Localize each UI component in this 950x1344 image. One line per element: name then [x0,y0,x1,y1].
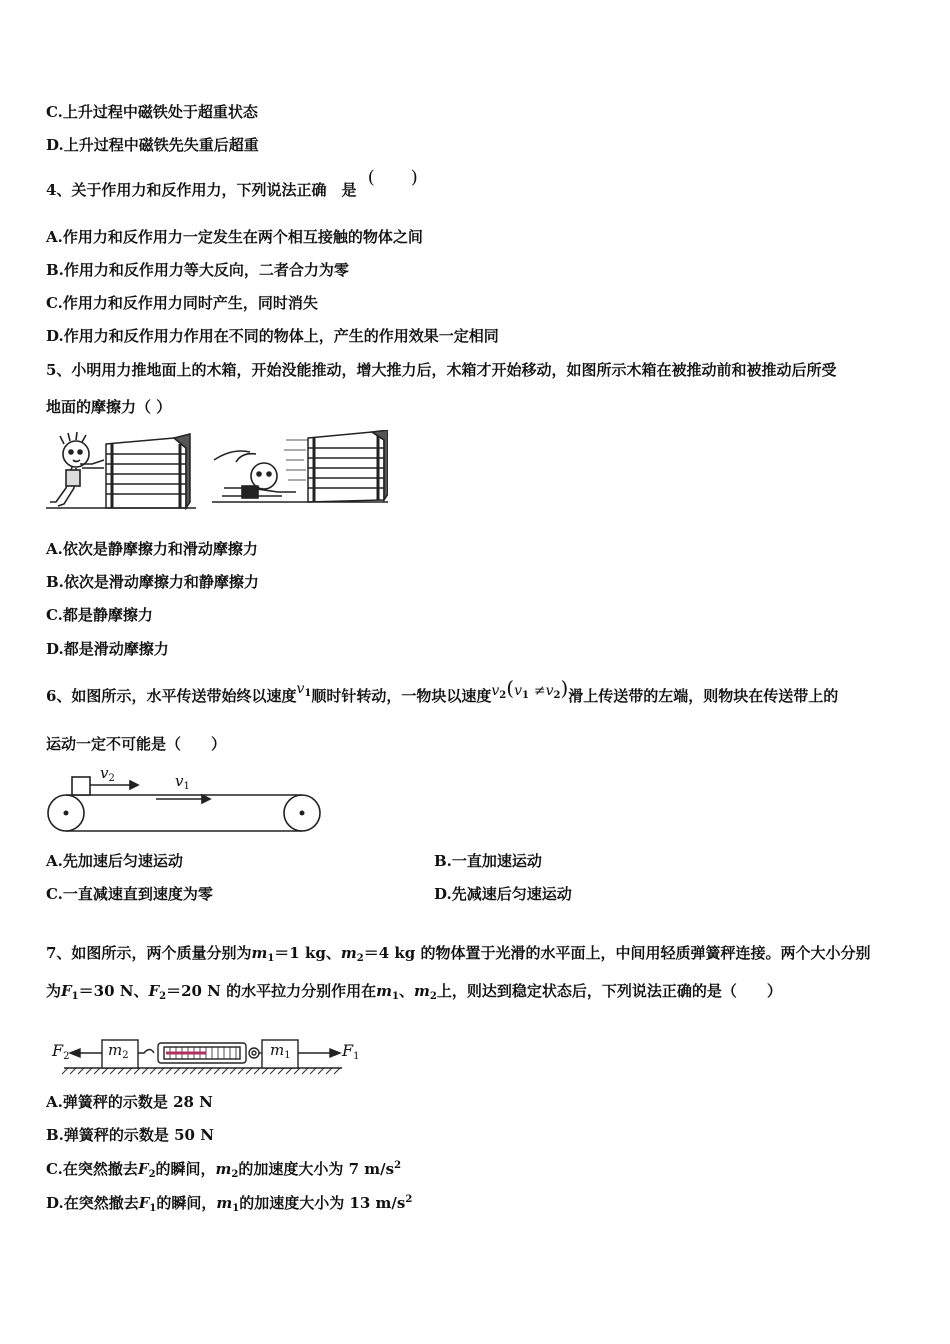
fig-label-m1 [270,1041,291,1059]
q7-m2-sub: 2 [356,953,364,964]
q7-c-f: F [137,1160,149,1178]
q7-c-m: m [215,1160,232,1178]
q7-d-f: F [138,1194,150,1212]
q5-stem-line1: 5、小明用力推地面上的木箱，开始没能推动，增大推力后，木箱才开始移动，如图所示木箱在被推动前和被推动后所受 [46,361,837,379]
q6-cond-v2-sub: 2 [553,690,561,701]
q7-l2-m2: m [413,982,430,1000]
q6-stem-line1: 6、如图所示，水平传送带始终以速度$v_1$顺时针转动，一物块以速度$v_2(v_1 \ne v_2)$滑上传送带的左端，则物块在传送带上的 [46,676,839,705]
q4-option-c: C.作用力和反作用力同时产生，同时消失 [46,294,318,312]
fig-label-v1-sub: 1 [183,781,190,792]
fig-label-f2 [52,1041,69,1060]
q7-m2-eq: ＝4 kg 的物体置于光滑的水平面上，中间用轻质弹簧秤连接。两个大小分别 [363,944,871,962]
q6-cond-v1: v [514,683,522,699]
q4-stem-text: 4、关于作用力和反作用力，下列说法正确 是 [46,181,357,199]
q6-stem-part-b: 顺时针转动，一物块以速度 [311,687,492,705]
q4-option-a: A.作用力和反作用力一定发生在两个相互接触的物体之间 [46,228,423,246]
pushing-box-figure [46,430,388,512]
q7-d-sq: 2 [405,1194,413,1205]
fig-label-m2 [108,1041,129,1059]
spring-scale-figure [46,1036,364,1076]
q6-stem-part-a: 6、如图所示，水平传送带始终以速度 [46,687,297,705]
motion-lines [284,440,308,480]
q6-stem-line2: 运动一定不可能是（ ） [46,735,227,753]
q4-option-b: B.作用力和反作用力等大反向，二者合力为零 [46,261,349,279]
q4-option-d: D.作用力和反作用力作用在不同的物体上，产生的作用效果一定相同 [46,327,499,345]
q5-option-b: B.依次是滑动摩擦力和静摩擦力 [46,573,259,591]
q3-option-d: D.上升过程中磁铁先失重后超重 [46,136,259,154]
fig-label-v2-letter: v [100,764,109,782]
fig-label-f2-letter: F [52,1041,64,1060]
q7-stem-line2 [46,981,782,1001]
q6-var-v2: v [491,683,500,699]
q7-c-sq: 2 [394,1160,402,1171]
q7-option-d [46,1193,412,1213]
boy-sliding-icon [214,451,296,498]
q5-stem-line2: 地面的摩擦力（ ） [46,398,172,416]
q6-option-d: D.先减速后匀速运动 [434,885,572,903]
q7-l1-a: 7、如图所示，两个质量分别为 [46,944,252,962]
q4-stem [46,167,418,200]
boy-pushing-icon [50,432,104,506]
q7-d-m-sub: 1 [232,1203,240,1214]
q6-var-v1: v [296,681,305,697]
q3-option-c: C.上升过程中磁铁处于超重状态 [46,103,258,121]
q7-d-a: D.在突然撤去 [46,1194,139,1212]
q7-l2-a: 为 [46,982,62,1000]
fig-label-v2-sub: 2 [108,773,115,784]
q7-m1-sub: 1 [267,953,275,964]
fig-label-f1-sub: 1 [353,1051,360,1062]
q5-option-a: A.依次是静摩擦力和滑动摩擦力 [46,540,258,558]
q7-c-m-sub: 2 [231,1169,239,1180]
q7-option-a: A.弹簧秤的示数是 28 N [46,1093,213,1111]
q6-cond-v2: v [545,683,554,699]
fig-label-f1-letter: F [342,1041,354,1060]
q7-c-b: 的瞬间， [155,1160,216,1178]
q5-option-d: D.都是滑动摩擦力 [46,640,169,658]
wooden-box-1 [106,434,190,508]
fig-label-m2-letter: m [108,1041,123,1059]
q6-neq: ≠ [533,683,546,699]
q7-d-m: m [216,1194,233,1212]
q5-option-c: C.都是静摩擦力 [46,606,153,624]
hook [138,1050,154,1054]
q7-l2-c: 上，则达到稳定状态后，下列说法正确的是（ ） [436,982,782,1000]
q7-option-c [46,1159,401,1179]
fig-label-f2-sub: 2 [63,1051,70,1062]
fig-label-f1 [342,1041,359,1060]
q7-m1: m [251,944,268,962]
q7-f1-sub: 1 [71,991,79,1002]
q7-f1-eq: ＝30 N、 [78,982,149,1000]
q6-cond-v1-sub: 1 [521,690,529,701]
q7-l2-m1: m [376,982,392,1000]
q7-l2-b: 、 [398,982,414,1000]
q4-answer-paren: ( ) [367,167,418,188]
q6-stem-part-c: 滑上传送带的左端，则物块在传送带上的 [568,687,839,705]
q7-f2-sub: 2 [159,991,167,1002]
q7-c-a: C.在突然撤去 [46,1160,138,1178]
fig-label-m1-sub: 1 [284,1050,291,1061]
fig-label-v1 [175,772,190,790]
q6-var-v1-sub: 1 [304,688,312,699]
fig-label-m1-letter: m [270,1041,285,1059]
q7-c-f-sub: 2 [148,1169,156,1180]
fig-label-v2 [100,764,115,782]
q7-l2-m1-sub: 1 [391,991,399,1002]
q6-option-a: A.先加速后匀速运动 [46,852,183,870]
q7-m1-eq: ＝1 kg、 [274,944,341,962]
q7-f1: F [61,982,72,1000]
block [72,777,90,795]
q7-d-b: 的瞬间， [156,1194,217,1212]
q7-l2-m2-sub: 2 [429,991,437,1002]
q7-f2: F [148,982,160,1000]
q7-f2-eq: ＝20 N 的水平拉力分别作用在 [166,982,377,1000]
q7-m2: m [340,944,357,962]
q6-option-c: C.一直减速直到速度为零 [46,885,213,903]
wooden-box-2 [308,430,388,502]
q7-option-b: B.弹簧秤的示数是 50 N [46,1126,214,1144]
q7-d-c: 的加速度大小为 13 m/s [239,1194,406,1212]
q7-c-c: 的加速度大小为 7 m/s [238,1160,395,1178]
q7-d-f-sub: 1 [149,1203,157,1214]
q6-option-b: B.一直加速运动 [434,852,542,870]
fig-label-v1-letter: v [175,772,184,790]
ground-hatching [62,1068,340,1074]
q7-stem-line1 [46,943,870,963]
q6-var-v2-sub: 2 [499,690,507,701]
fig-label-m2-sub: 2 [122,1050,129,1061]
